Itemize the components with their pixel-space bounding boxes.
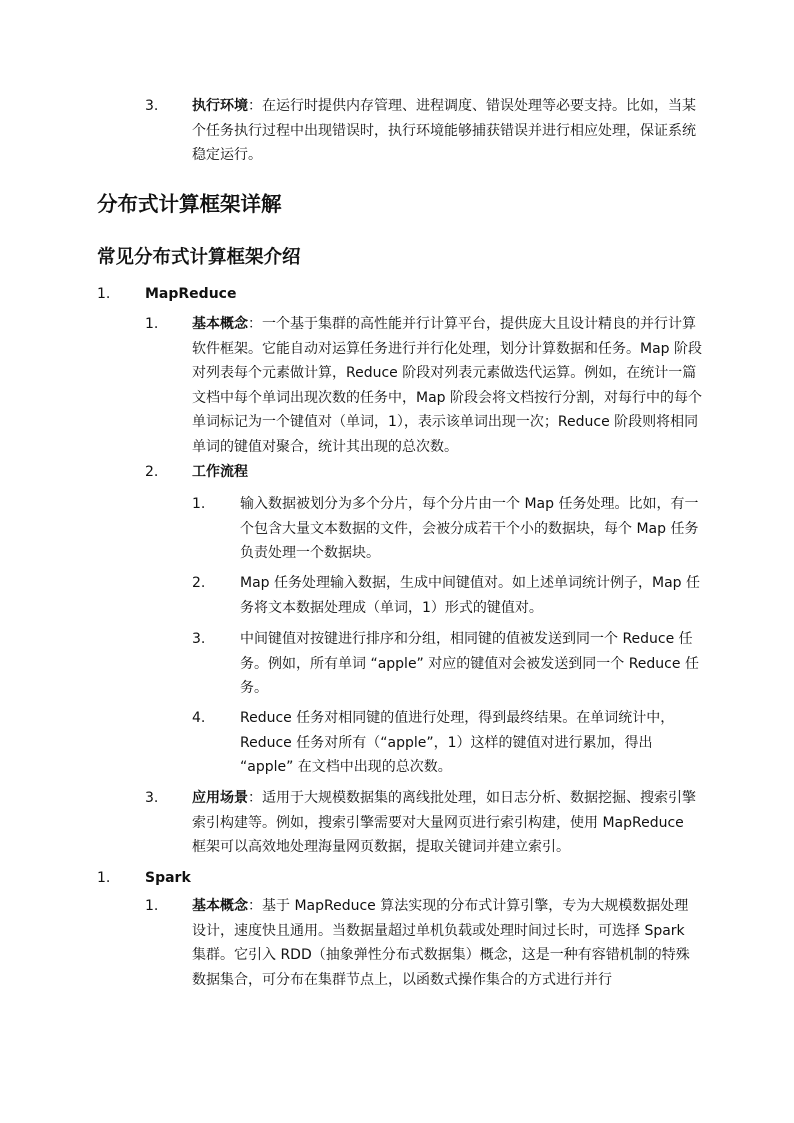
list-number: 1. (192, 496, 206, 512)
workflow-step: Map 任务处理输入数据，生成中间键值对。如上述单词统计例子，Map 任务将文本数据处理成（单词，1）形式的键值对。 (240, 575, 700, 616)
subsection-heading: 常见分布式计算框架介绍 (97, 247, 301, 268)
list-item-execution-environment (192, 94, 702, 168)
list-number: 1. (145, 316, 159, 332)
list-number: 2. (145, 464, 159, 480)
list-item-workflow (192, 460, 248, 485)
workflow-step: 输入数据被划分为多个分片，每个分片由一个 Map 任务处理。比如，有一个包含大量文本数据的文件，会被分成若干个小的数据块，每个 Map 任务负责处理一个数据块。 (240, 496, 699, 561)
framework-title-spark: Spark (145, 870, 191, 886)
item-label: 工作流程 (192, 464, 248, 480)
list-number: 1. (97, 870, 111, 886)
workflow-step: Reduce 任务对相同键的值进行处理，得到最终结果。在单词统计中，Reduce 任务对所有（“apple”，1）这样的键值对进行累加，得出 “apple” 在文档中出现的总次数。 (240, 710, 675, 775)
item-label: 基本概念 (192, 898, 248, 914)
list-number: 1. (97, 286, 111, 302)
list-number: 2. (192, 575, 206, 591)
item-label: 执行环境 (192, 98, 248, 114)
item-text: ：基于 MapReduce 算法实现的分布式计算引擎，专为大规模数据处理设计，速度快且通用。当数据量超过单机负载或处理时间过长时，可选择 Spark 集群。它引入 RDD（抽象弹性分布式数据集）概念，这是一种有容错机制的特殊数据集合，可分布在集群节点上，以函数式操作集合的方式进行并行 (192, 898, 690, 988)
list-item-basic-concept (192, 894, 702, 992)
list-number: 4. (192, 710, 206, 726)
list-number: 3. (145, 98, 159, 114)
item-text: ：在运行时提供内存管理、进程调度、错误处理等必要支持。比如，当某个任务执行过程中出现错误时，执行环境能够捕获错误并进行相应处理，保证系统稳定运行。 (192, 98, 696, 163)
section-heading: 分布式计算框架详解 (97, 192, 282, 216)
list-number: 3. (145, 790, 159, 806)
item-label: 基本概念 (192, 316, 248, 332)
list-number: 1. (145, 898, 159, 914)
workflow-step: 中间键值对按键进行排序和分组，相同键的值被发送到同一个 Reduce 任务。例如，所有单词 “apple” 对应的键值对会被发送到同一个 Reduce 任务。 (240, 631, 699, 696)
list-number: 3. (192, 631, 206, 647)
item-text: ：一个基于集群的高性能并行计算平台，提供庞大且设计精良的并行计算软件框架。它能自动对运算任务进行并行化处理，划分计算数据和任务。Map 阶段对列表每个元素做计算，Reduce 阶段对列表元素做迭代运算。例如，在统计一篇文档中每个单词出现次数的任务中，Map 阶段会将文档按行分割，对每行中的每个单词标记为一个键值对（单词，1），表示该单词出现一次；Reduce 阶段则将相同单词的键值对聚合，统计其出现的总次数。 (192, 316, 702, 455)
item-label: 应用场景 (192, 790, 248, 806)
item-text: ：适用于大规模数据集的离线批处理，如日志分析、数据挖掘、搜索引擎索引构建等。例如，搜索引擎需要对大量网页进行索引构建，使用 MapReduce 框架可以高效地处理海量网页数据，提取关键词并建立索引。 (192, 790, 696, 855)
list-item-basic-concept (192, 312, 702, 459)
list-item-application (192, 786, 702, 860)
framework-title-mapreduce: MapReduce (145, 286, 237, 302)
